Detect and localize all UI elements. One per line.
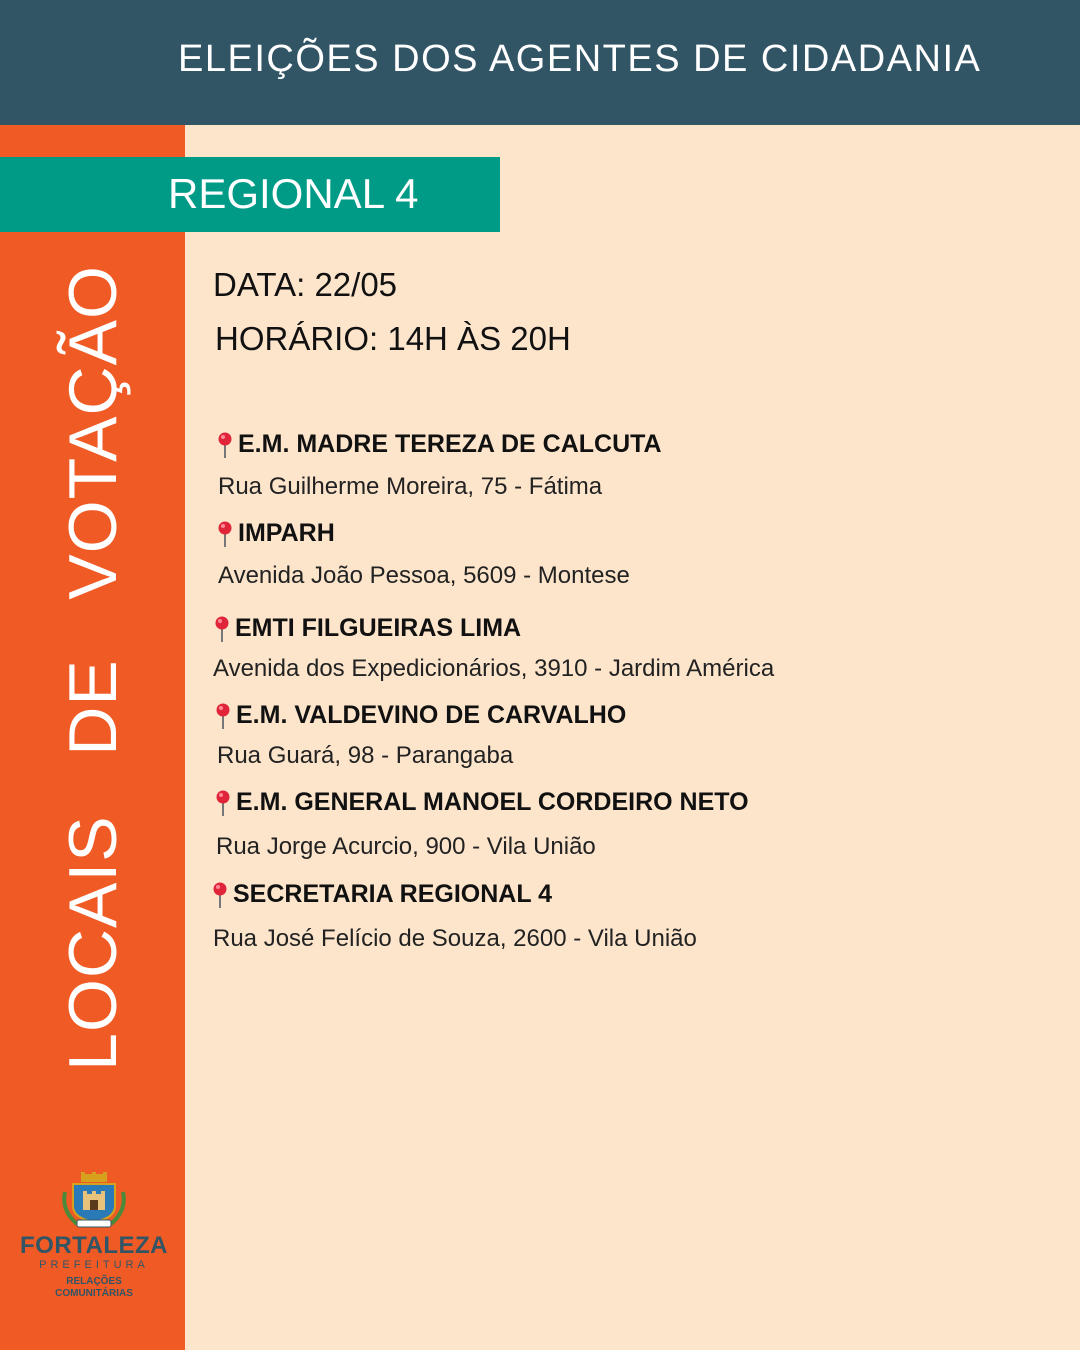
pin-icon: [211, 881, 229, 909]
place-name-row: [214, 701, 626, 730]
place-item: [214, 701, 626, 770]
place-name-row: [213, 614, 774, 643]
vertical-title: LOCAIS DE VOTAÇÃO: [55, 265, 131, 1071]
place-address: Rua José Felício de Souza, 2600 - Vila União: [213, 925, 697, 952]
pin-icon: [213, 615, 231, 643]
pin-icon: [216, 520, 234, 548]
logo-department-2: COMUNITÁRIAS: [55, 1288, 133, 1299]
logo-subtitle: PREFEITURA: [39, 1259, 149, 1271]
place-item: [216, 519, 630, 590]
place-name-row: [216, 430, 662, 459]
place-item: [213, 614, 774, 683]
logo-name: FORTALEZA: [19, 1232, 169, 1259]
place-item: [214, 788, 749, 861]
place-name-row: [216, 519, 630, 548]
place-name: E.M. VALDEVINO DE CARVALHO: [236, 701, 627, 729]
place-address: Rua Guilherme Moreira, 75 - Fátima: [218, 473, 603, 500]
place-name: IMPARH: [238, 519, 335, 547]
place-item: [211, 880, 697, 953]
pin-icon: [216, 431, 234, 459]
place-item: [216, 430, 662, 501]
pin-icon: [214, 702, 232, 730]
logo-department-1: RELAÇÕES: [66, 1276, 122, 1287]
place-name: SECRETARIA REGIONAL 4: [233, 880, 553, 908]
date-label: DATA: 22/05: [213, 266, 398, 303]
place-name: E.M. GENERAL MANOEL CORDEIRO NETO: [236, 788, 749, 816]
place-address: Rua Jorge Acurcio, 900 - Vila União: [216, 833, 596, 860]
place-name-row: [214, 788, 749, 817]
prefeitura-logo: [12, 1172, 176, 1300]
regional-label: REGIONAL 4: [168, 170, 419, 217]
header-title: ELEIÇÕES DOS AGENTES DE CIDADANIA: [178, 38, 982, 80]
pin-icon: [214, 789, 232, 817]
place-address: Avenida João Pessoa, 5609 - Montese: [218, 562, 630, 589]
place-name: E.M. MADRE TEREZA DE CALCUTA: [238, 430, 662, 458]
place-address: Rua Guará, 98 - Parangaba: [217, 742, 514, 769]
city-crest-icon: [59, 1172, 129, 1230]
place-name: EMTI FILGUEIRAS LIMA: [235, 614, 522, 642]
place-address: Avenida dos Expedicionários, 3910 - Jardim América: [213, 655, 775, 682]
time-label: HORÁRIO: 14H ÀS 20H: [215, 320, 571, 357]
place-name-row: [211, 880, 697, 909]
